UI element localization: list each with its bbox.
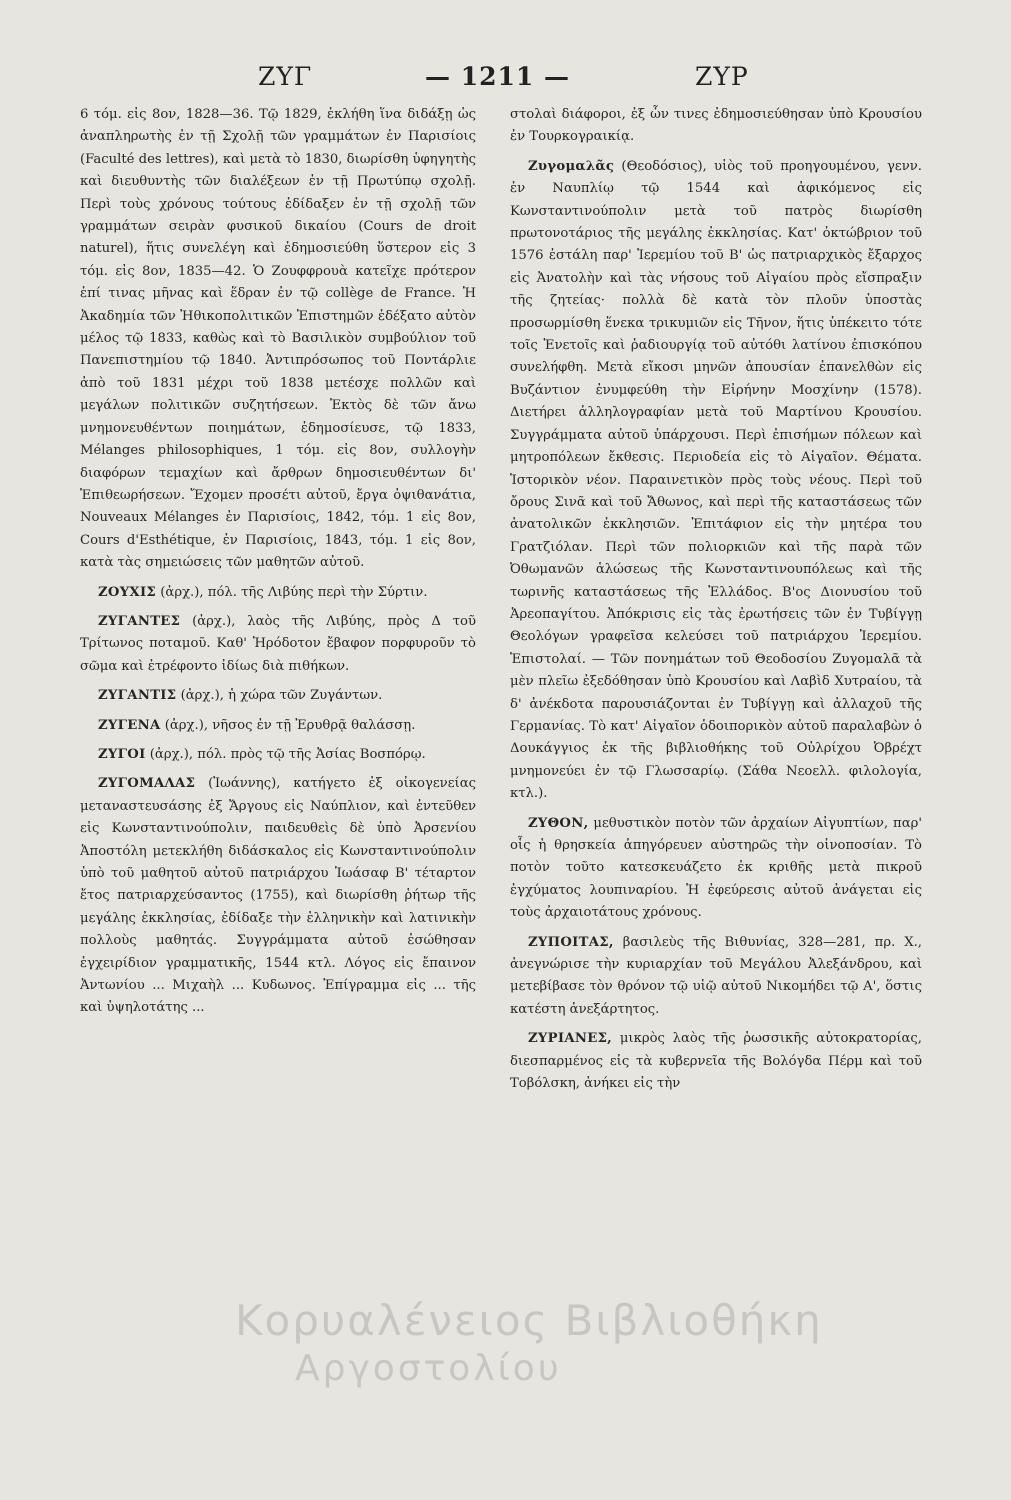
running-header (0, 62, 1011, 102)
entry-body: (ἀρχ.), λαὸς τῆς Λιβύης, πρὸς Δ τοῦ Τρίτωνος ποταμοῦ. Καθ' Ἡρόδοτον ἔβαφον πορφυροῦν τὸ σῶμα καὶ ἐτρέφοντο ἰδίως διὰ πιθήκων. (80, 613, 476, 674)
entry-body: (Θεοδόσιος), υἱὸς τοῦ προηγουμένου, γενν. ἐν Ναυπλίῳ τῷ 1544 καὶ ἀφικόμενος εἰς Κωνσταντινούπολιν μετὰ τοῦ πατρὸς διωρίσθη πρωτονοτάριος τῆς μεγάλης ἐκκλησίας. Κατ' ὀκτώβριον τοῦ 1576 ἐστάλη παρ' Ἱερεμίου τοῦ Β' ὡς πατριαρχικὸς ἔξαρχος εἰς Ἀνατολὴν καὶ τὰς νήσους τοῦ Αἰγαίου πρὸς εἴσπραξιν τῆς ζητείας· πολλὰ δὲ κατὰ τὸν πλοῦν ὑποστὰς προσωρμίσθη ἕνεκα τρικυμιῶν εἰς Τῆνον, ἥτις ὑπέκειτο τότε τοῖς Ἑνετοῖς καὶ ῥαδιουργίᾳ τοῦ αὐτόθι λατίνου ἐπισκόπου συνελήφθη. Μετὰ εἴκοσι μηνῶν ἀπουσίαν ἐπανελθὼν εἰς Βυζάντιον ἐνυμφεύθη τὴν Εἰρήνην Μοσχίνην (1578). Διετήρει ἀλληλογραφίαν μετὰ τοῦ Μαρτίνου Κρουσίου. Συγγράμματα αὐτοῦ ὑπάρχουσι. Περὶ ἐπισήμων πόλεων καὶ μητροπόλεων ἔκθεσις. Περιοδεία εἰς τὸ Αἰγαῖον. Θέματα. Ἱστορικὸν νέον. Παραινετικὸν πρὸς τοὺς νέους. Περὶ τοῦ ὄρους Σινᾶ καὶ τοῦ Ἄθωνος, καὶ περὶ τῆς καταστάσεως τῶν ἀνατολικῶν ἐκκλησιῶν. Ἐπιτάφιον εἰς τὴν μητέρα του Γρατζιόλαν. Περὶ τῶν πολιορκιῶν καὶ τῆς παρὰ τῶν Ὀθωμανῶν ἁλώσεως τῆς Κωνσταντινουπόλεως καὶ τῆς τωρινῆς καταστάσεως τῆς Ἑλλάδος. Β'ος Διονυσίου τοῦ Ἀρεοπαγίτου. Ἀπόκρισις εἰς τὰς ἐρωτήσεις τῶν ἐν Τυβίγγῃ Θεολόγων γραφεῖσα κελεύσει τοῦ πατριάρχου Ἱερεμίου. Ἐπιστολαί. — Τῶν πονημάτων τοῦ Θεοδοσίου Ζυγομαλᾶ τὰ μὲν πλεῖω ἐξεδόθησαν ὑπὸ Κρουσίου καὶ Λαβὶδ Χυτραίου, τὰ δ' ἀνέκδοτα παρουσιάζονται ἐν Τυβίγγῃ καὶ ἀλλαχοῦ τῆς Γερμανίας. Τὸ κατ' Αἰγαῖον ὁδοιπορικὸν αὐτοῦ παραλαβὼν ὁ Δουκάγγιος ἐκ τῆς βιβλιοθήκης τοῦ Οὐλρίχου Ὀβρέχτ μνημονεύει ἐν τῷ Γλωσσαρίῳ. (Σάθα Νεοελλ. φιλολογία, κτλ.). (510, 158, 922, 802)
entry-headword: ΖΥΓΑΝΤΙΣ (98, 688, 177, 704)
entry-zygantis (80, 685, 476, 707)
continuation-paragraph: στολαὶ διάφοροι, ἐξ ὧν τινες ἐδημοσιεύθησαν ὑπὸ Κρουσίου ἐν Τουρκογραικίᾳ. (510, 107, 922, 145)
entry-zygena (80, 715, 476, 737)
entry-body: μεθυστικὸν ποτὸν τῶν ἀρχαίων Αἰγυπτίων, παρ' οἷς ἡ θρησκεία ἀπηγόρευεν αὐστηρῶς τὴν οἰνοποσίαν. Τὸ ποτὸν τοῦτο κατεσκευάζετο ἐκ κριθῆς μετὰ πικροῦ ἐγχύματος λουπιναρίου. Ἡ ἐφεύρεσις αὐτοῦ ἀνάγεται εἰς τοὺς ἀρχαιοτάτους χρόνους. (510, 815, 922, 921)
entry-body: (ἀρχ.), πόλ. τῆς Λιβύης περὶ τὴν Σύρτιν. (160, 584, 428, 600)
right-column (510, 104, 922, 1102)
entry-zygomalas-ioannis (80, 773, 476, 1019)
entry-body: μικρὸς λαὸς τῆς ῥωσσικῆς αὐτοκρατορίας, διεσπαρμένος εἰς τὰ κυβερνεῖα τῆς Βολόγδα Πέρμ καὶ τοῦ Τοβόλσκη, ἀνήκει εἰς τὴν (510, 1031, 922, 1092)
watermark-line: Αργοστολίου (295, 1348, 562, 1389)
watermark-line: Κορυαλένειος Βιβλιοθήκη (235, 1296, 823, 1345)
page-number: — 1211 — (425, 62, 570, 91)
entry-zypoitas (510, 932, 922, 1022)
left-column (80, 104, 476, 1027)
entry-headword: Ζυγομαλᾶς (528, 158, 615, 174)
entry-zygantes (80, 611, 476, 678)
entry-body: (ἀρχ.), πόλ. πρὸς τῷ τῆς Ἀσίας Βοσπόρῳ. (149, 746, 426, 762)
entry-headword: ΖΥΘΟΝ, (528, 815, 589, 831)
entry-headword: ΖΟΥΧΙΣ (98, 584, 157, 600)
entry-zygoi (80, 744, 476, 766)
header-left-guide-word: ΖΥΓ (258, 62, 313, 91)
entry-headword: ΖΥΓΟΜΑΛΑΣ (98, 776, 196, 792)
entry-zyrianes (510, 1028, 922, 1095)
entry-body: (Ἰωάννης), κατήγετο ἐξ οἰκογενείας μεταναστευσάσης ἐξ Ἄργους εἰς Ναύπλιον, καὶ ἐντεῦθεν εἰς Κωνσταντινούπολιν, παιδευθεὶς δὲ ὑπὸ Ἀρσενίου Ἀποστόλη μετεκλήθη διδάσκαλος εἰς Κωνσταντινούπολιν ὑπὸ τοῦ μαθητοῦ αὐτοῦ πατριάρχου Ἰωάσαφ Β' τέταρτον ἔτος πατριαρχεύσαντος (1755), καὶ διωρίσθη ῥήτωρ τῆς μεγάλης ἐκκλησίας, ἐδίδαξε τὴν ἑλληνικὴν καὶ λατινικὴν πολλοὺς μαθητάς. Συγγράμματα αὐτοῦ ἐσώθησαν ἐγχειρίδιον γραμματικῆς, 1544 κτλ. Λόγος εἰς ἔπαινον Ἀντωνίου ... Μιχαὴλ ... Κυδωνος. Ἐπίγραμμα εἰς ... τῆς καὶ ὑψηλοτάτης ... (80, 776, 476, 1016)
header-right-guide-word: ΖΥΡ (695, 62, 749, 91)
entry-headword: ΖΥΓΟΙ (98, 746, 146, 762)
entry-zygomalas-theodosios (510, 156, 922, 806)
entry-zouchis (80, 582, 476, 604)
entry-headword: ΖΥΓΕΝΑ (98, 717, 161, 733)
entry-headword: ΖΥΓΑΝΤΕΣ (98, 613, 181, 629)
continuation-paragraph: 6 τόμ. εἰς 8ον, 1828—36. Τῷ 1829, ἐκλήθη ἵνα διδάξῃ ὡς ἀναπληρωτὴς ἐν τῇ Σχολῇ τῶν γραμμάτων ἐν Παρισίοις (Faculté des lettres), καὶ μετὰ τὸ 1830, διωρίσθη ὑφηγητὴς καὶ διευθυντὴς τῶν διαλέξεων ἐν τῇ Πρωτύπῳ σχολῇ. Περὶ τοὺς χρόνους τούτους ἐδίδαξεν ἐν τῇ σχολῇ τῶν γραμμάτων σειρὰν φυσικοῦ δικαίου (Cours de droit naturel), ἥτις συνελέγη καὶ ἐδημοσιεύθη ὕστερον εἰς 3 τόμ. εἰς 8ον, 1835—42. Ὁ Ζουφφρουὰ κατεῖχε πρότερον ἐπί τινας μῆνας καὶ ἕδραν ἐν τῷ collège de France. Ἡ Ἀκαδημία τῶν Ἠθικοπολιτικῶν Ἐπιστημῶν ἐδέξατο αὐτὸν μέλος τῷ 1833, καθὼς καὶ τὸ Βασιλικὸν συμβούλιον τοῦ Πανεπιστημίου τῷ 1840. Ἀντιπρόσωπος τοῦ Ποντάρλιε ἀπὸ τοῦ 1831 μέχρι τοῦ 1838 μετέσχε πολλῶν καὶ μεγάλων πολιτικῶν συζητήσεων. Ἐκτὸς δὲ τῶν ἄνω μνημονευθέντων ποιημάτων, ἐδημοσίευσε, τῷ 1833, Mélanges philosophiques, 1 τόμ. εἰς 8ον, συλλογὴν διαφόρων τεμαχίων καὶ ἄρθρων δημοσιευθέντων δι' Ἐπιθεωρήσεων. Ἔχομεν προσέτι αὐτοῦ, ἔργα ὀψιθανάτια, Nouveaux Mélanges ἐν Παρισίοις, 1842, τόμ. 1 εἰς 8ον, Cours d'Esthétique, ἐν Παρισίοις, 1843, τόμ. 1 εἰς 8ον, κατὰ τὰς σημειώσεις τῶν μαθητῶν αὐτοῦ. (80, 107, 476, 571)
entry-zython (510, 813, 922, 925)
entry-body: (ἀρχ.), νῆσος ἐν τῇ Ἐρυθρᾷ θαλάσσῃ. (164, 717, 416, 733)
entry-headword: ΖΥΡΙΑΝΕΣ, (528, 1031, 613, 1047)
entry-headword: ΖΥΠΟΙΤΑΣ, (528, 934, 614, 950)
entry-body: βασιλεὺς τῆς Βιθυνίας, 328—281, πρ. Χ., ἀνεγνώρισε τὴν κυριαρχίαν τοῦ Μεγάλου Ἀλεξάνδρου, καὶ μετεβίβασε τὸν θρόνον τῷ υἱῷ αὐτοῦ Νικομήδει τῷ Α', ὅστις κατέστη ἀνεξάρτητος. (510, 934, 922, 1017)
library-watermark (235, 1296, 995, 1436)
entry-body: (ἀρχ.), ἡ χώρα τῶν Ζυγάντων. (180, 688, 383, 704)
